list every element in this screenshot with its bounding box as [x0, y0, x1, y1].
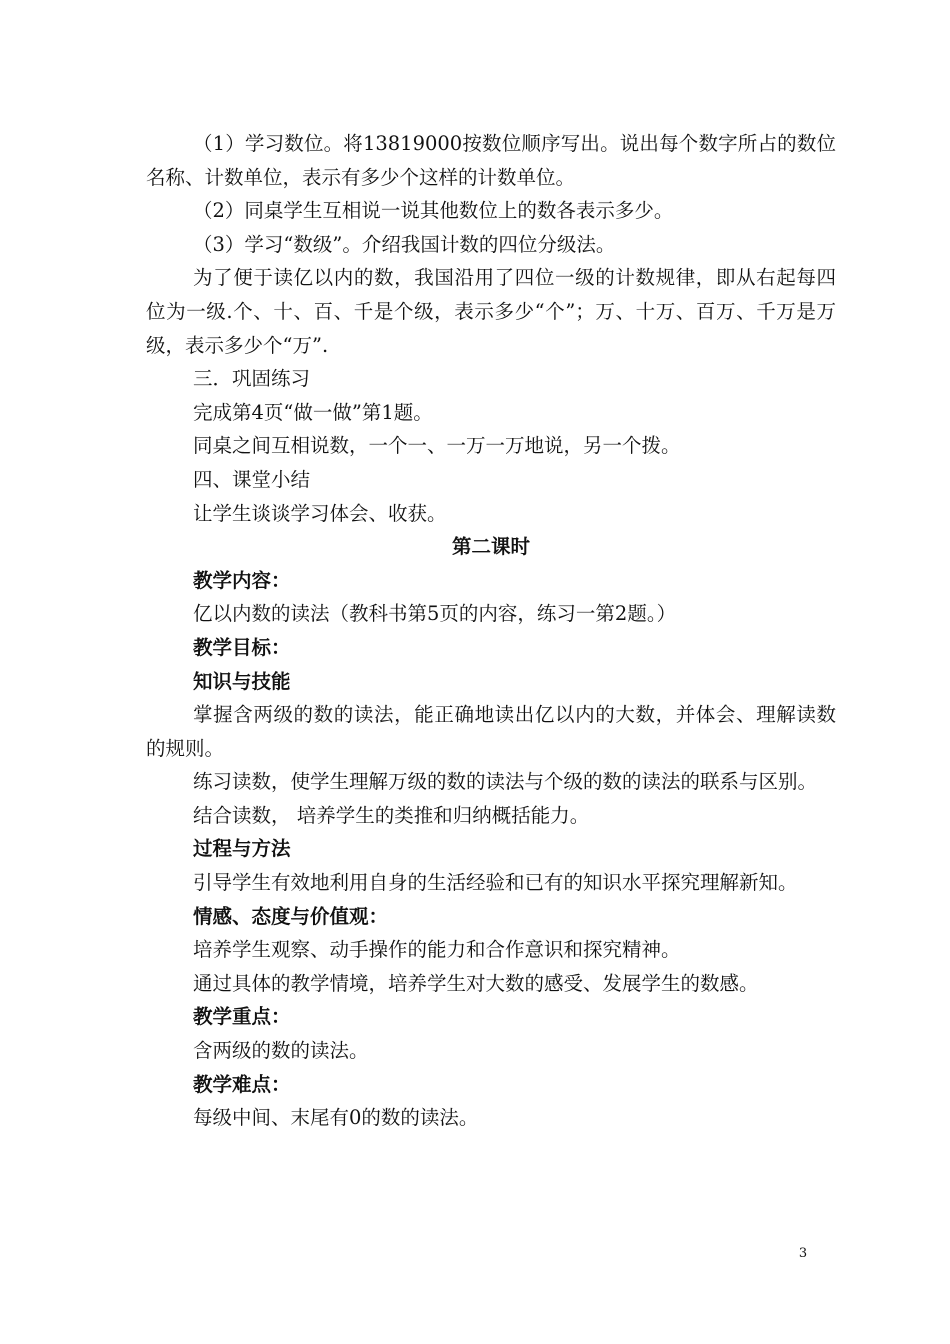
- paragraph-practice-reading: 练习读数，使学生理解万级的数的读法与个级的数的读法的联系与区别。: [193, 770, 818, 794]
- paragraph-analogy-ability: 结合读数， 培养学生的类推和归纳概括能力。: [193, 803, 590, 827]
- paragraph-reading-numbers: 亿以内数的读法（教科书第5页的内容，练习一第2题。）: [193, 602, 677, 626]
- heading-knowledge-skills: 知识与技能: [193, 669, 291, 693]
- paragraph-difficult-point-text: 每级中间、末尾有0的数的读法。: [193, 1106, 479, 1130]
- heading-teaching-goals: 教学目标：: [193, 635, 291, 659]
- paragraph-four-digit-grouping: 为了便于读亿以内的数，我国沿用了四位一级的计数规律，即从右起每四位为一级.个、十、百、千是个级，表示多少“个”；万、十万、百万、千万是万级，表示多少个“万”.: [146, 266, 836, 357]
- heading-key-points: 教学重点：: [193, 1005, 291, 1029]
- paragraph-learn-number-levels: （3）学习“数级”。介绍我国计数的四位分级法。: [193, 232, 616, 256]
- paragraph-share-experience: 让学生谈谈学习体会、收获。: [193, 501, 447, 525]
- paragraph-guide-students: 引导学生有效地利用自身的生活经验和已有的知识水平探究理解新知。: [193, 871, 798, 895]
- paragraph-desk-mates-discuss: （2）同桌学生互相说一说其他数位上的数各表示多少。: [193, 199, 674, 223]
- paragraph-key-point-text: 含两级的数的读法。: [193, 1039, 369, 1063]
- heading-attitudes-values: 情感、态度与价值观：: [193, 904, 389, 928]
- paragraph-cultivate-observation: 培养学生观察、动手操作的能力和合作意识和探究精神。: [193, 938, 681, 962]
- paragraph-number-sense: 通过具体的教学情境，培养学生对大数的感受、发展学生的数感。: [193, 971, 759, 995]
- heading-teaching-content: 教学内容：: [193, 568, 291, 592]
- page-number: 3: [798, 1246, 808, 1261]
- heading-difficult-points: 教学难点：: [193, 1072, 291, 1096]
- paragraph-count-together: 同桌之间互相说数，一个一、一万一万地说，另一个拨。: [193, 434, 681, 458]
- paragraph-complete-exercise: 完成第4页“做一做”第1题。: [193, 400, 433, 424]
- paragraph-learn-place-values: （1）学习数位。将13819000按数位顺序写出。说出每个数字所占的数位名称、计数单位，表示有多少个这样的计数单位。: [146, 132, 836, 189]
- heading-process-method: 过程与方法: [193, 837, 291, 861]
- section-title-second-lesson: 第二课时: [451, 535, 530, 559]
- heading-class-summary: 四、课堂小结: [193, 467, 311, 491]
- heading-consolidation-practice: 三．巩固练习: [193, 367, 311, 391]
- paragraph-master-two-level-reading: 掌握含两级的数的读法，能正确地读出亿以内的大数，并体会、理解读数的规则。: [146, 703, 836, 760]
- document-body: [146, 127, 836, 1135]
